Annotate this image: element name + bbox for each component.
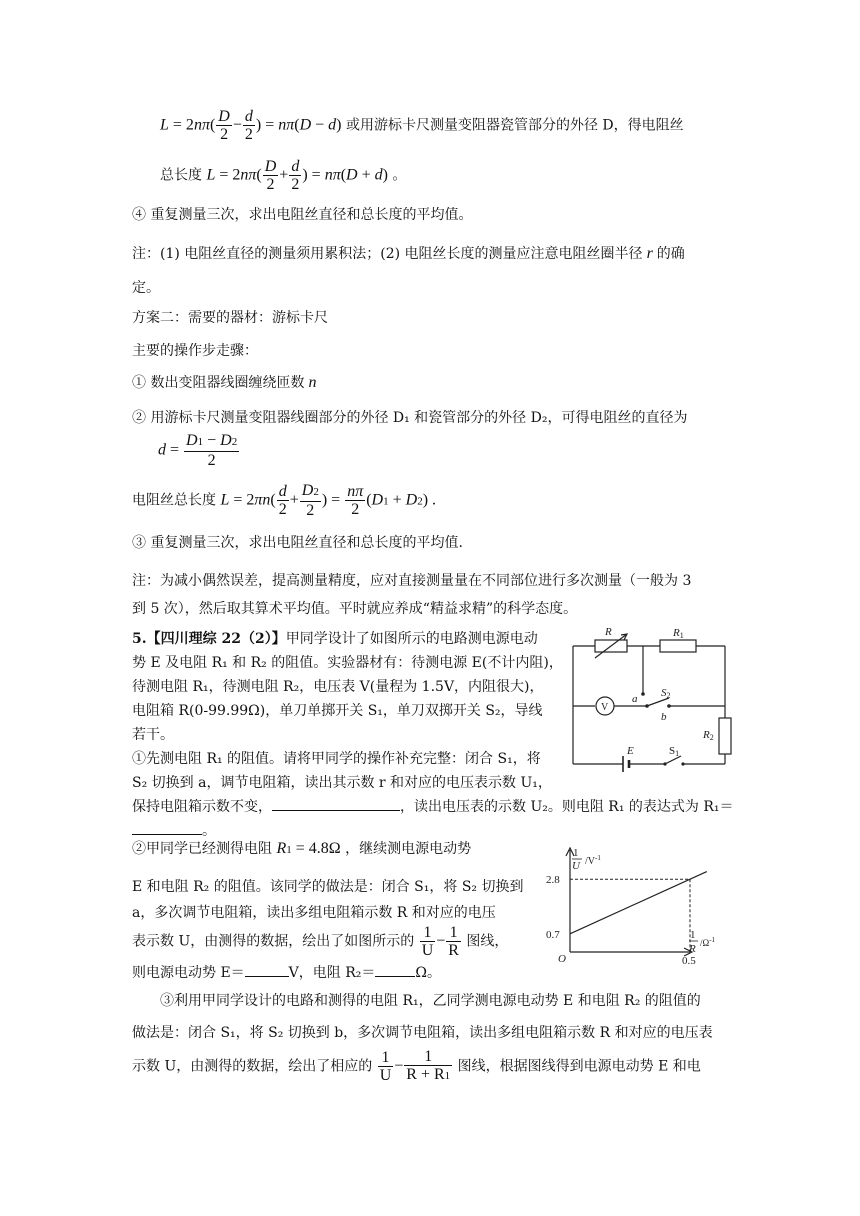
q5-line-9 — [132, 820, 216, 840]
y-tick-low: 0.7 — [546, 928, 560, 941]
q5-line-2: 势 E 及电阻 R₁ 和 R₂ 的阻值。实验器材有：待测电源 E(不计内阻)， — [132, 655, 563, 671]
q5-line-6: ①先测电阻 R₁ 的阻值。请将甲同学的操作补充完整：闭合 S₁，将 — [132, 751, 541, 767]
question-text: 图线，根据图线得到电源电动势 E 和电 — [457, 1058, 701, 1075]
note-text: 注：(1) 电阻丝直径的测量须用累积法；(2) 电阻丝长度的测量应注意电阻丝圈半径 — [132, 246, 643, 262]
question-text: 示数 U，由测得的数据，绘出了相应的 — [132, 1058, 373, 1075]
formula-diameter: d = $\frac{D1 - D2}{2}$ — [158, 432, 238, 469]
paragraph-text: 电阻丝总长度 — [132, 492, 216, 509]
question-text: ②甲同学已经测得电阻 — [132, 841, 272, 857]
label-s1: S1 — [669, 745, 680, 758]
label-e: E — [627, 745, 634, 757]
paragraph-text: 总长度 — [160, 167, 202, 184]
step-text: ① 数出变阻器线圈缠绕匝数 — [132, 375, 305, 391]
question-text: 表示数 U，由测得的数据，绘出了如图所示的 — [132, 933, 415, 950]
question-text: ，读出电压表的示数 U₂。则电阻 R₁ 的表达式为 R₁＝ — [400, 799, 734, 815]
circuit-diagram — [565, 624, 735, 774]
resistor-r1-icon — [660, 640, 696, 652]
plan-2: 方案二：需要的器材：游标卡尺 — [132, 310, 328, 326]
y-unit: $/V^{-1}$ — [585, 854, 601, 867]
q5-line-1 — [132, 628, 538, 648]
y-label-den: U — [572, 860, 580, 872]
q5-line-5: 若干。 — [132, 727, 174, 743]
q5-line-14 — [132, 962, 441, 982]
q5-line-16: 做法是：闭合 S₁，将 S₂ 切换到 b，多次调节电阻箱，读出多组电阻箱示数 R 和对应的电压表 — [132, 1025, 713, 1041]
q5-line-17: 示数 U，由测得的数据，绘出了相应的 $\frac{1}{U}$ − $\frac{1}{R + R1}$ 图线，根据图线得到电源电动势 E 和电 — [132, 1048, 701, 1084]
paragraph-text: 或用游标卡尺测量变阻器瓷管部分的外径 D，得电阻丝 — [345, 117, 684, 134]
label-r2: R2 — [703, 729, 714, 742]
formula-line-1: L = 2nπ( $\frac{D}{2}$ − $\frac{d}{2}$ ) = nπ(D − d) 或用游标卡尺测量变阻器瓷管部分的外径 D，得电阻丝 — [160, 108, 684, 143]
q5-line-10: ②甲同学已经测得电阻 R1 = 4.8Ω ，继续测电源电动势 — [132, 840, 472, 857]
question-text: Ω。 — [415, 965, 441, 981]
label-b: b — [661, 711, 667, 723]
note-1: 注：(1) 电阻丝直径的测量须用累积法；(2) 电阻丝长度的测量应注意电阻丝圈半径 r 的确 — [132, 245, 685, 262]
note-text: 的确 — [656, 246, 685, 262]
answer-blank[interactable] — [272, 796, 400, 811]
note-1-cont: 定。 — [132, 280, 160, 296]
question-text: 。 — [202, 823, 216, 839]
y-tick-high: 2.8 — [546, 874, 560, 887]
graph-1u-vs-1r — [540, 840, 730, 970]
question-text: 甲同学设计了如图所示的电路测电源电动 — [285, 631, 538, 647]
q5-line-4: 电阻箱 R(0-99.99Ω)，单刀单掷开关 S₁，单刀双掷开关 S₂，导线 — [132, 703, 543, 719]
question-text: 则电源电动势 E＝ — [132, 965, 245, 981]
q5-line-11: E 和电阻 R₂ 的阻值。该同学的做法是：闭合 S₁，将 S₂ 切换到 — [132, 879, 524, 895]
label-a: a — [632, 693, 638, 705]
question-text: 保持电阻箱示数不变， — [132, 799, 272, 815]
q5-line-15: ③利用甲同学设计的电路和测得的电阻 R₁，乙同学测电源电动势 E 和电阻 R₂ 的阻值的 — [160, 993, 701, 1009]
label-r: R — [605, 626, 612, 638]
note-2-cont: 到 5 次），然后取其算术平均值。平时就应养成“精益求精”的科学态度。 — [132, 601, 578, 617]
x-label-den: R — [689, 943, 696, 955]
question-title: 5.【四川理综 22（2）】 — [132, 631, 286, 647]
question-text: 图线， — [466, 933, 509, 950]
y-label-num: 1 — [573, 847, 579, 859]
step-1: ① 数出变阻器线圈缠绕匝数 n — [132, 374, 317, 391]
q5-line-13: 表示数 U，由测得的数据，绘出了如图所示的 $\frac{1}{U}$ − $\frac{1}{R}$ 图线， — [132, 924, 509, 959]
data-line — [570, 872, 707, 934]
x-tick: 0.5 — [682, 955, 696, 967]
answer-blank[interactable] — [132, 820, 202, 835]
formula-line-2: 总长度 L = 2nπ( $\frac{D}{2}$ + $\frac{d}{2}$ ) = nπ(D + d) 。 — [160, 158, 407, 193]
step-3: ③ 重复测量三次，求出电阻丝直径和总长度的平均值. — [132, 535, 463, 551]
answer-blank[interactable] — [375, 962, 415, 977]
step-2: ② 用游标卡尺测量变阻器线圈部分的外径 D₁ 和瓷管部分的外径 D₂，可得电阻丝的直径为 — [132, 410, 688, 426]
note-2: 注：为减小偶然误差，提高测量精度，应对直接测量量在不同部位进行多次测量（一般为 3 — [132, 573, 692, 589]
origin-label: O — [558, 953, 566, 965]
x-label-num: 1 — [690, 929, 696, 941]
answer-blank[interactable] — [245, 962, 289, 977]
q5-line-3: 待测电阻 R₁，待测电阻 R₂，电压表 V(量程为 1.5V，内阻很大)， — [132, 679, 544, 695]
voltmeter-label: V — [601, 702, 609, 713]
x-unit: $/\Omega^{-1}$ — [700, 936, 716, 948]
q5-line-8 — [132, 796, 734, 816]
step-4: ④ 重复测量三次，求出电阻丝直径和总长度的平均值。 — [132, 207, 473, 223]
resistor-r2-icon — [719, 718, 731, 754]
q5-line-7: S₂ 切换到 a，调节电阻箱，读出其示数 r 和对应的电压表示数 U₁， — [132, 775, 552, 791]
steps-title: 主要的操作步走骤： — [132, 343, 258, 359]
label-s2: S2 — [661, 687, 671, 700]
question-text: V，电阻 R₂＝ — [288, 965, 376, 981]
question-text: ，继续测电源电动势 — [345, 841, 472, 857]
formula-wire-length: 电阻丝总长度 L = 2πn( $\frac{d}{2}$ + $\frac{D2}{2}$ ) = $\frac{n\pi}{2}$ (D1 + D2) . — [132, 482, 437, 519]
q5-line-12: a，多次调节电阻箱，读出多组电阻箱示数 R 和对应的电压 — [132, 905, 496, 921]
paragraph-text: 。 — [392, 167, 407, 184]
label-r1: R1 — [673, 627, 684, 640]
